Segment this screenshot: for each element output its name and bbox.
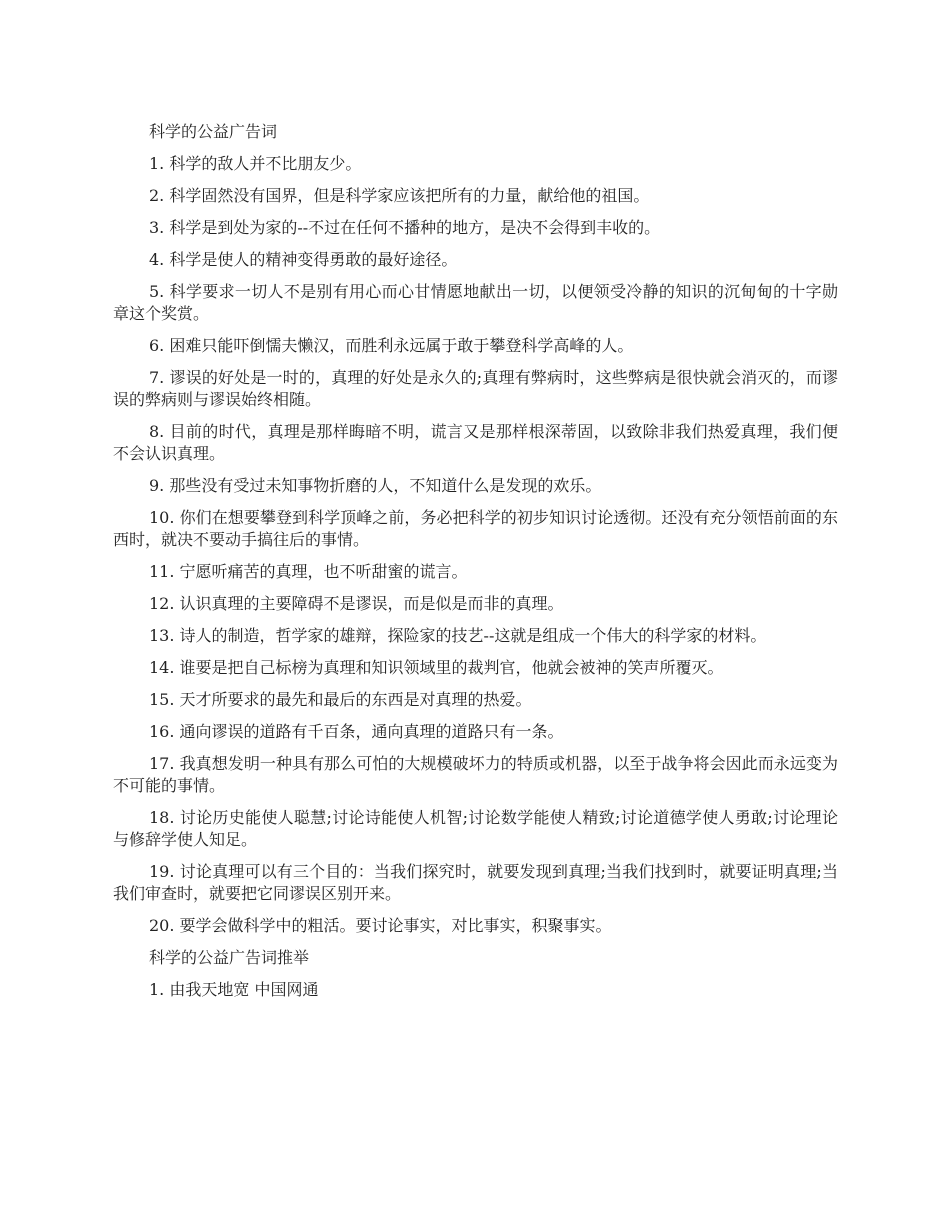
list-item: 13. 诗人的制造，哲学家的雄辩，探险家的技艺--这就是组成一个伟大的科学家的材料。 [149,626,767,645]
list-item: 6. 困难只能吓倒懦夫懒汉，而胜利永远属于敢于攀登科学高峰的人。 [149,336,634,355]
list-item: 20. 要学会做科学中的粗活。要讨论事实，对比事实，积聚事实。 [149,916,612,935]
list-item: 15. 天才所要求的最先和最后的东西是对真理的热爱。 [149,690,532,709]
section-title: 科学的公益广告词 [149,122,278,141]
list-item: 19. 讨论真理可以有三个目的：当我们探究时，就要发现到真理;当我们找到时，就要证明真理;当我们审查时，就要把它同谬误区别开来。 [113,862,838,903]
list-item: 17. 我真想发明一种具有那么可怕的大规模破坏力的特质或机器，以至于战争将会因此而永远变为不可能的事情。 [113,754,838,795]
list-item: 14. 谁要是把自己标榜为真理和知识领域里的裁判官，他就会被神的笑声所覆灭。 [149,658,724,677]
list-item: 2. 科学固然没有国界，但是科学家应该把所有的力量，献给他的祖国。 [149,186,650,205]
document-body [113,121,838,1011]
list-item: 11. 宁愿听痛苦的真理，也不听甜蜜的谎言。 [149,562,468,581]
list-item: 1. 科学的敌人并不比朋友少。 [149,154,362,173]
list-item: 1. 由我天地宽 中国网通 [149,980,319,999]
list-item: 5. 科学要求一切人不是别有用心而心甘情愿地献出一切，以便领受冷静的知识的沉甸甸的十字勋章这个奖赏。 [113,282,838,323]
list-item: 18. 讨论历史能使人聪慧;讨论诗能使人机智;讨论数学能使人精致;讨论道德学使人勇敢;讨论理论与修辞学使人知足。 [113,808,838,849]
list-item: 8. 目前的时代，真理是那样晦暗不明，谎言又是那样根深蒂固，以致除非我们热爱真理，我们便不会认识真理。 [113,422,838,463]
list-item: 4. 科学是使人的精神变得勇敢的最好途径。 [149,250,458,269]
list-item: 10. 你们在想要攀登到科学顶峰之前，务必把科学的初步知识讨论透彻。还没有充分领悟前面的东西时，就决不要动手搞往后的事情。 [113,508,838,549]
list-item: 7. 谬误的好处是一时的，真理的好处是永久的;真理有弊病时，这些弊病是很快就会消灭的，而谬误的弊病则与谬误始终相随。 [113,368,838,409]
list-item: 16. 通向谬误的道路有千百条，通向真理的道路只有一条。 [149,722,564,741]
section-title: 科学的公益广告词推举 [149,948,310,967]
list-item: 9. 那些没有受过未知事物折磨的人，不知道什么是发现的欢乐。 [149,476,602,495]
list-item: 3. 科学是到处为家的--不过在任何不播种的地方，是决不会得到丰收的。 [149,218,661,237]
list-item: 12. 认识真理的主要障碍不是谬误，而是似是而非的真理。 [149,594,564,613]
